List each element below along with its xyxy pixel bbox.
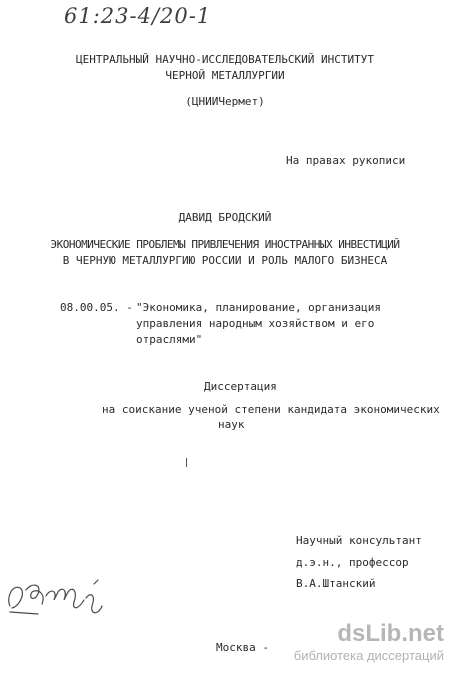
watermark-logo: dsLib.net xyxy=(337,620,444,647)
dslib-watermark xyxy=(294,620,444,664)
handwritten-signature xyxy=(2,572,122,622)
specialty-line3: отраслями" xyxy=(136,333,203,346)
advisor-role: Научный консультант xyxy=(296,534,422,547)
title-line1: ЭКОНОМИЧЕСКИЕ ПРОБЛЕМЫ ПРИВЛЕЧЕНИЯ ИНОСТРАННЫХ ИНВЕСТИЦИЙ xyxy=(50,238,400,251)
ink-mark xyxy=(186,458,187,467)
handwritten-archive-number: 61:23-4/20-1 xyxy=(64,4,212,28)
specialty-line2: управления народным хозяйством и его xyxy=(136,317,375,330)
advisor-degree: д.э.н., профессор xyxy=(296,556,409,569)
city-label: Москва - xyxy=(216,641,269,654)
degree-line: на соискание ученой степени кандидата экономических xyxy=(102,403,440,416)
advisor-name: В.А.Штанский xyxy=(296,577,376,590)
author-name: ДАВИД БРОДСКИЙ xyxy=(178,211,272,224)
specialty-line1: "Экономика, планирование, организация xyxy=(136,301,382,314)
title-line2: В ЧЕРНУЮ МЕТАЛЛУРГИЮ РОССИИ И РОЛЬ МАЛОГО БИЗНЕСА xyxy=(62,254,388,267)
institute-name-line2: ЧЕРНОЙ МЕТАЛЛУРГИИ xyxy=(165,69,285,82)
degree-field: наук xyxy=(218,418,245,431)
watermark-subtitle: библиотека диссертаций xyxy=(293,648,444,663)
dissertation-label: Диссертация xyxy=(204,380,277,393)
institute-abbreviation: (ЦНИИЧермет) xyxy=(185,95,265,108)
rights-note: На правах рукописи xyxy=(286,154,406,167)
institute-name-line1: ЦЕНТРАЛЬНЫЙ НАУЧНО-ИССЛЕДОВАТЕЛЬСКИЙ ИНСТИТУТ xyxy=(75,53,374,66)
specialty-code: 08.00.05. - xyxy=(60,301,133,314)
